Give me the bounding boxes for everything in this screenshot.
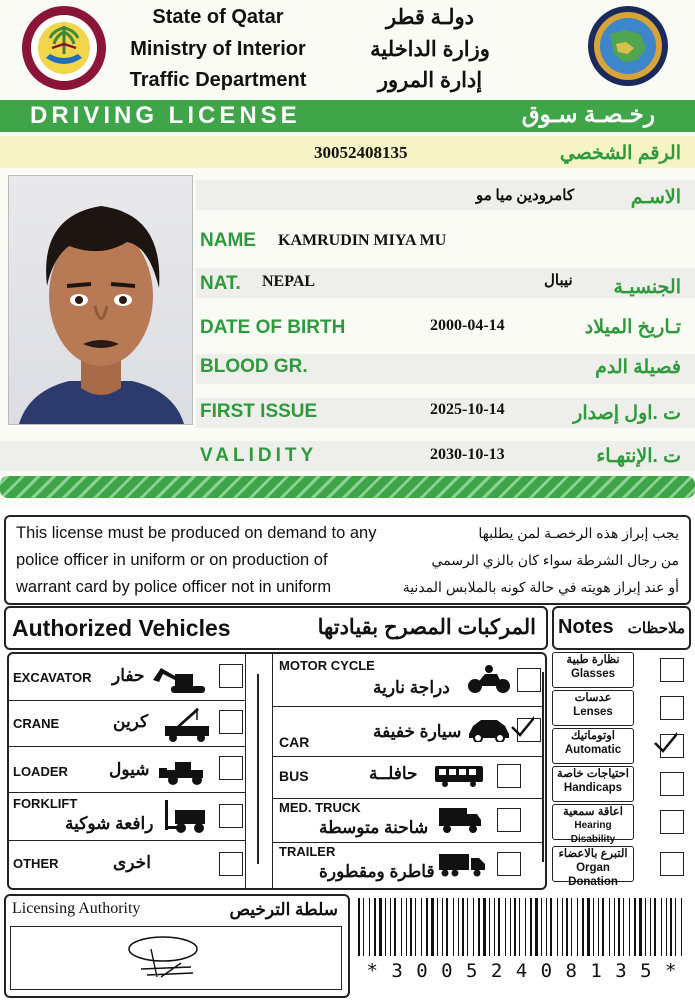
note-hearing-disability — [552, 804, 634, 845]
barcode-bar — [541, 898, 542, 956]
note-automatic — [552, 728, 634, 764]
note-label-ar: اوتوماتيك — [571, 730, 615, 742]
note-label-en: Automatic — [564, 744, 622, 756]
barcode-bar — [369, 898, 370, 956]
car-icon — [467, 718, 511, 747]
header-ar-line1: دولـة قطر — [386, 6, 474, 29]
note-checkbox[interactable] — [660, 772, 684, 796]
notice-en-line1: This license must be produced on demand to any — [16, 524, 377, 542]
excavator-icon — [151, 666, 209, 699]
note-label-en: Organ Donation — [568, 862, 618, 888]
vehicle-checkbox[interactable] — [219, 804, 243, 828]
notice-en-line2: police officer in uniform or on production of — [16, 551, 328, 569]
name-label-en: NAME — [200, 230, 256, 251]
barcode-icon — [356, 898, 688, 956]
vehicle-label-ar: اخرى — [113, 853, 151, 872]
note-label-en: Handicaps — [563, 782, 623, 794]
note-lenses — [552, 690, 634, 726]
barcode-bar — [639, 898, 642, 956]
vehicle-label-ar: سيارة خفيفة — [373, 722, 462, 741]
loader-icon — [157, 758, 209, 791]
barcode-bar — [415, 898, 416, 956]
barcode-bar — [390, 898, 391, 956]
barcode-bar — [550, 898, 552, 956]
barcode-bar — [431, 898, 434, 956]
header-en-line3: Traffic Department — [129, 69, 307, 91]
gcc-emblem-icon — [586, 4, 670, 88]
barcode-area — [356, 898, 688, 994]
vehicle-checkbox[interactable] — [517, 668, 541, 692]
nationality-label-en: NAT. — [200, 273, 241, 294]
vehicles-grid — [7, 652, 547, 890]
header-ar-line3: إدارة المرور — [377, 69, 483, 92]
barcode-bar — [458, 898, 459, 956]
blood-label-ar: فصيلة الدم — [595, 357, 681, 378]
vehicle-checkbox[interactable] — [497, 852, 521, 876]
name-ar: كامرودين ميا مو — [476, 188, 574, 204]
barcode-bar — [462, 898, 464, 956]
trailer-truck-icon — [437, 850, 487, 883]
barcode-bar — [483, 898, 486, 956]
validity-label-en: VALIDITY — [200, 445, 318, 466]
first-issue-label-ar: ت .اول إصدار — [573, 403, 681, 424]
vehicle-checkbox[interactable] — [497, 808, 521, 832]
barcode-bar — [514, 898, 516, 956]
vehicle-row-car — [273, 706, 543, 757]
vehicle-row-trailer — [273, 842, 543, 886]
vehicle-row-crane — [9, 700, 245, 747]
barcode-bar — [421, 898, 422, 956]
vehicle-label-ar: حفار — [112, 666, 145, 685]
barcode-bar — [494, 898, 495, 956]
note-label-ar: التبرع بالاعضاء — [558, 848, 628, 860]
vehicle-checkbox[interactable] — [219, 664, 243, 688]
dob-label-ar: تـاريخ الميلاد — [584, 317, 681, 338]
barcode-bar — [363, 898, 364, 956]
barcode-bar — [566, 898, 568, 956]
checkmark-icon — [510, 713, 534, 737]
authorized-vehicles-title-en: Authorized Vehicles — [12, 615, 231, 641]
note-label-ar: نظارة طبية — [566, 654, 620, 666]
barcode-bar — [645, 898, 646, 956]
barcode-bar — [557, 898, 558, 956]
vehicle-checkbox-checked[interactable] — [517, 718, 541, 742]
barcode-bar — [379, 898, 382, 956]
barcode-bar — [442, 898, 443, 956]
barcode-bar — [577, 898, 578, 956]
barcode-bar — [478, 898, 480, 956]
note-label-en: Glasses — [570, 668, 616, 680]
barcode-bar — [609, 898, 610, 956]
checkmark-icon — [653, 729, 677, 753]
barcode-bar — [489, 898, 490, 956]
vehicle-label-en: BUS — [279, 768, 309, 784]
vehicle-row-bus — [273, 756, 543, 799]
vehicle-row-other — [9, 840, 245, 886]
barcode-bar — [582, 898, 584, 956]
notice-box — [4, 515, 691, 605]
notes-column — [552, 652, 687, 886]
vehicle-label-ar: شيول — [109, 760, 150, 779]
vehicle-label-en: EXCAVATOR — [13, 670, 92, 685]
barcode-bar — [654, 898, 656, 956]
vehicle-row-excavator — [9, 654, 245, 701]
barcode-bar — [401, 898, 402, 956]
nationality-label-ar: الجنسيـة — [613, 277, 681, 298]
vehicle-row-loader — [9, 746, 245, 793]
vehicle-label-ar: رافعة شوكية — [65, 814, 154, 833]
barcode-bar — [410, 898, 412, 956]
barcode-bar — [546, 898, 547, 956]
name-en: KAMRUDIN MIYA MU — [278, 232, 447, 249]
vehicle-checkbox[interactable] — [497, 764, 521, 788]
authorized-vehicles-header — [4, 606, 548, 650]
barcode-bar — [525, 898, 526, 956]
vehicle-row-forklift — [9, 792, 245, 841]
row-band — [0, 441, 695, 471]
barcode-bar — [358, 898, 360, 956]
vehicle-label-en: MOTOR CYCLE — [279, 658, 375, 673]
barcode-bar — [602, 898, 604, 956]
signature-icon — [121, 933, 211, 983]
signature-area — [10, 926, 342, 990]
validity-value: 2030-10-13 — [430, 446, 505, 463]
barcode-bar — [437, 898, 438, 956]
licensing-authority-box — [4, 894, 350, 998]
note-checkbox[interactable] — [660, 696, 684, 720]
vehicle-label-ar: حافلــة — [369, 764, 418, 783]
name-label-ar: الاسـم — [630, 187, 681, 208]
note-checkbox-checked[interactable] — [660, 734, 684, 758]
barcode-bar — [634, 898, 636, 956]
vehicle-label-en: TRAILER — [279, 844, 336, 859]
forklift-icon — [161, 798, 211, 839]
note-handicaps — [552, 766, 634, 802]
barcode-bar — [661, 898, 662, 956]
barcode-bar — [650, 898, 651, 956]
note-label-ar: عدسات — [574, 692, 612, 704]
truck-icon — [437, 806, 483, 839]
barcode-bar — [453, 898, 454, 956]
licensing-authority-label-ar: سلطة الترخيص — [229, 900, 338, 919]
notice-ar-line2: من رجال الشرطة سواء كان بالزي الرسمي — [431, 552, 679, 568]
holder-photo — [8, 175, 193, 425]
column-divider — [245, 654, 273, 888]
vehicle-label-en: OTHER — [13, 856, 59, 871]
security-pattern — [0, 476, 695, 498]
barcode-bar — [618, 898, 620, 956]
vehicle-checkbox[interactable] — [219, 710, 243, 734]
barcode-bar — [675, 898, 676, 956]
vehicle-checkbox[interactable] — [219, 756, 243, 780]
barcode-bar — [394, 898, 396, 956]
barcode-bar — [666, 898, 667, 956]
first-issue-label-en: FIRST ISSUE — [200, 401, 318, 422]
notes-header — [552, 606, 691, 650]
note-label-ar: احتياجات خاصة — [557, 768, 629, 780]
note-checkbox[interactable] — [660, 852, 684, 876]
first-issue-value: 2025-10-14 — [430, 401, 505, 418]
dob-label-en: DATE OF BIRTH — [200, 317, 346, 338]
title-en: DRIVING LICENSE — [30, 102, 301, 129]
id-number: 30052408135 — [314, 143, 408, 162]
vehicle-label-ar: دراجة نارية — [373, 678, 450, 697]
note-label-ar: اعاقة سمعية — [563, 806, 623, 818]
barcode-bar — [446, 898, 448, 956]
validity-label-ar: ت .الإنتهـاء — [596, 446, 681, 467]
vehicle-row-motorcycle — [273, 654, 543, 707]
vehicle-label-en: CRANE — [13, 716, 60, 731]
notes-title-ar: ملاحظات — [627, 620, 685, 637]
vehicle-label-en: CAR — [279, 734, 310, 750]
note-label-en: Lenses — [573, 706, 613, 718]
title-ar: رخـصـة سـوق — [521, 101, 655, 127]
blood-label-en: BLOOD GR. — [200, 356, 308, 377]
authorized-vehicles-title-ar: المركبات المصرح بقيادتها — [317, 616, 536, 639]
vehicle-checkbox[interactable] — [219, 852, 243, 876]
note-checkbox[interactable] — [660, 658, 684, 682]
barcode-bar — [681, 898, 682, 956]
nationality-ar: نيبال — [544, 273, 573, 289]
note-glasses — [552, 652, 634, 688]
vehicle-label-ar: شاحنة متوسطة — [319, 818, 429, 837]
barcode-bar — [571, 898, 572, 956]
bus-icon — [433, 764, 485, 793]
barcode-bar — [505, 898, 506, 956]
vehicle-label-en: MED. TRUCK — [279, 800, 361, 815]
id-label-ar: الرقم الشخصي — [559, 143, 681, 164]
crane-truck-icon — [163, 706, 211, 747]
barcode-bar — [598, 898, 599, 956]
note-label-en: Hearing Disability — [570, 820, 616, 845]
vehicle-label-ar: كرين — [113, 712, 149, 731]
barcode-bar — [562, 898, 563, 956]
barcode-bar — [510, 898, 511, 956]
barcode-bar — [593, 898, 594, 956]
barcode-bar — [467, 898, 468, 956]
barcode-bar — [473, 898, 474, 956]
qatar-emblem-icon — [20, 4, 108, 92]
divider-line — [257, 674, 259, 864]
notice-ar-line1: يجب إبراز هذه الرخصـة لمن يطلبها — [478, 525, 679, 541]
barcode-bar — [406, 898, 407, 956]
header-ar-line2: وزارة الداخلية — [370, 38, 490, 61]
barcode-bar — [426, 898, 428, 956]
notes-bracket-line — [542, 672, 544, 862]
header-en-line2: Ministry of Interior — [130, 38, 306, 60]
barcode-bar — [587, 898, 590, 956]
barcode-text: * 3 0 0 5 2 4 0 8 1 3 5 * — [366, 960, 678, 982]
barcode-bar — [623, 898, 624, 956]
barcode-bar — [614, 898, 615, 956]
row-band — [196, 180, 695, 210]
vehicle-row-med-truck — [273, 798, 543, 843]
notice-en-line3: warrant card by police officer not in uniform — [16, 578, 332, 596]
motorcycle-icon — [467, 664, 511, 699]
vehicle-label-ar: قاطرة ومقطورة — [319, 862, 435, 881]
barcode-bar — [530, 898, 532, 956]
barcode-bar — [385, 898, 386, 956]
dob-value: 2000-04-14 — [430, 317, 505, 334]
vehicle-label-en: LOADER — [13, 764, 68, 779]
barcode-bar — [629, 898, 630, 956]
vehicle-label-en: FORKLIFT — [13, 796, 78, 811]
header-en-line1: State of Qatar — [152, 6, 284, 28]
barcode-bar — [519, 898, 520, 956]
barcode-bar — [498, 898, 500, 956]
licensing-authority-label-en: Licensing Authority — [12, 900, 141, 917]
barcode-bar — [535, 898, 538, 956]
notice-ar-line3: أو عند إبراز هويته في حالة كونه بالملابس المدنية — [402, 579, 679, 595]
note-organ-donation — [552, 846, 634, 888]
barcode-bar — [670, 898, 672, 956]
note-checkbox[interactable] — [660, 810, 684, 834]
notes-title-en: Notes — [558, 616, 614, 638]
nationality-en: NEPAL — [262, 273, 316, 290]
barcode-bar — [374, 898, 376, 956]
